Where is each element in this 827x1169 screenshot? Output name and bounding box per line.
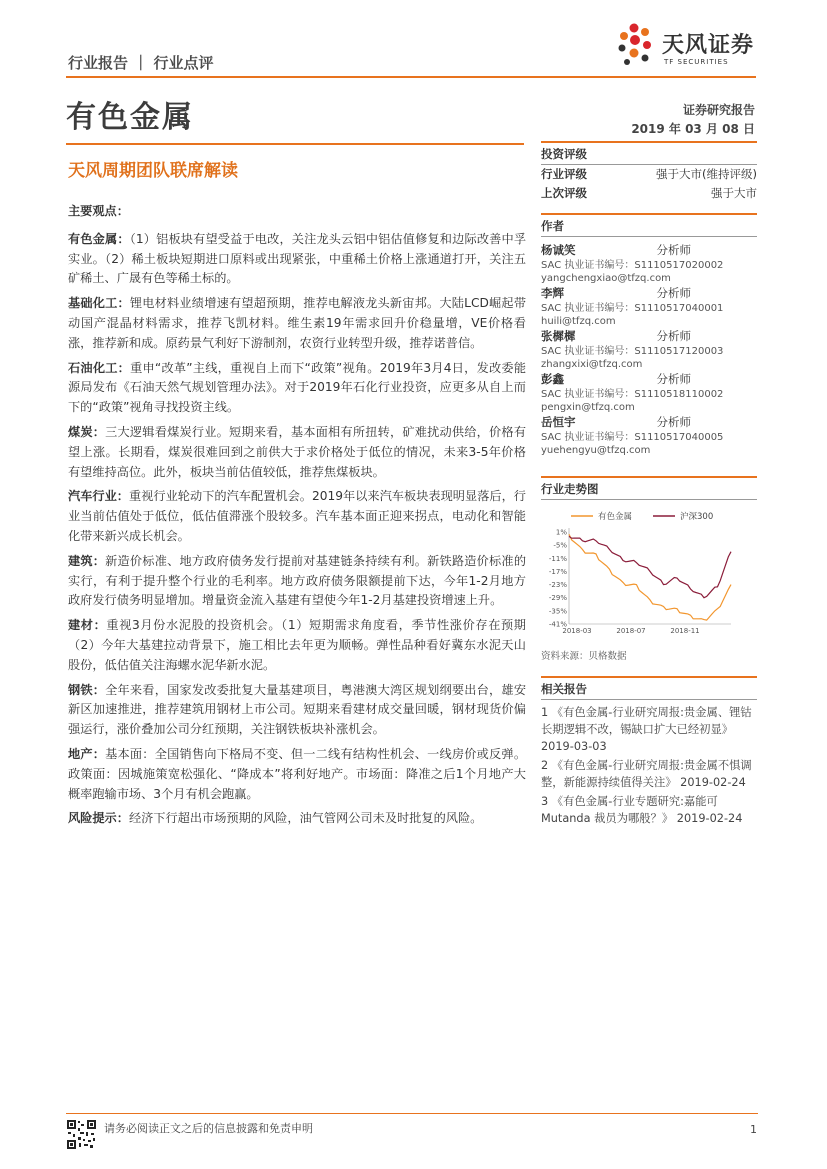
report-date: 2019 年 03 月 08 日 (631, 122, 755, 136)
related-report-item[interactable]: 3 《有色金属-行业专题研究:嘉能可 Mutanda 裁员为哪般？》 2019-02-24 (541, 795, 743, 825)
y-tick-label: -29% (548, 594, 567, 603)
paragraph-real-estate: 地产：基本面：全国销售向下格局不变、但一二线有结构性机会、一线房价或反弹。政策面：因城施策宽松强化、“降成本”将利好地产。市场面：降准之后1个月地产大概率跑输市场、3个月有机会跑赢。 (68, 746, 527, 801)
authors-heading: 作者 (541, 213, 757, 237)
related-report-item[interactable]: 2 《有色金属-行业研究周报:贵金属不惧调整，新能源持续值得关注》 2019-02-24 (541, 759, 752, 789)
paragraph-nonferrous: 有色金属：（1）铝板块有望受益于电改，关注龙头云铝中铝估值修复和边际改善中孚实业。（2）稀土板块短期进口原料或出现紧张，中重稀土价格上涨通道打开，关注五矿稀土、广晟有色等稀土标的。 (68, 231, 527, 286)
paragraph-construction: 建筑：新造价标准、地方政府债务发行提前对基建链条持续有利。新铁路造价标准的实行，有利于提升整个行业的毛利率。地方政府债务限额提前下达，今年1-2月地方政府发行债务明显增加。增量资金流入基建有望使今年1-2月基建投资增速上升。 (68, 553, 527, 608)
logo-text: 天风证券 (662, 33, 755, 58)
x-tick-label: 2018-07 (616, 627, 646, 635)
logo-mark-icon (612, 22, 662, 70)
paragraph-risk: 风险提示：经济下行超出市场预期的风险，油气管网公司未及时批复的风险。 (68, 811, 483, 826)
company-logo (612, 22, 758, 70)
report-type: 证券研究报告 (682, 103, 755, 117)
footer-disclaimer: 请务必阅读正文之后的信息披露和免责申明 (104, 1122, 313, 1135)
y-tick-label: -35% (548, 607, 567, 616)
trend-heading: 行业走势图 (541, 476, 757, 500)
paragraph-chemicals: 基础化工：锂电材料业绩增速有望超预期，推荐电解液龙头新宙邦。大陆LCD崛起带动国产混晶材料需求，推荐飞凯材料。维生素19年需求回升价稳量增，VE价格看涨，推荐新和成。原药景气利好下游制剂，农资行业转型升级，推荐诺普信。 (68, 296, 527, 350)
report-subtitle: 天风周期团队联席解读 (68, 161, 238, 181)
legend-label: 沪深300 (680, 512, 714, 522)
y-tick-label: -11% (548, 554, 567, 563)
paragraph-coal: 煤炭：三大逻辑看煤炭行业。短期来看，基本面相有所扭转，矿难扰动供给，价格有望上涨。长期看，煤炭很难回到之前供大于求价格处于低位的情况，未来3-5年价格有望维持高位。此外，板块当前估值较低，推荐焦煤板块。 (68, 424, 527, 479)
author-email[interactable]: pengxin@tfzq.com (541, 402, 635, 413)
legend-label: 有色金属 (598, 512, 633, 522)
y-tick-label: 1% (555, 528, 567, 537)
author-item: 彭鑫 分析师 SAC 执业证书编号：S1110518110002 pengxin@tfzq.com (541, 371, 757, 414)
trend-section (541, 476, 757, 662)
x-tick-label: 2018-03 (562, 627, 592, 635)
chart-source: 资料来源：贝格数据 (541, 651, 627, 662)
y-tick-label: -5% (553, 541, 567, 550)
author-item: 岳恒宇 分析师 SAC 执业证书编号：S1110517040005 yuehengyu@tfzq.com (541, 414, 757, 457)
rating-heading: 投资评级 (541, 141, 757, 165)
trend-chart (541, 506, 757, 646)
author-item: 李辉 分析师 SAC 执业证书编号：S1110517040001 huili@tfzq.com (541, 285, 757, 328)
qr-code-icon (66, 1119, 97, 1150)
rating-row: 上次评级 强于大市 (541, 186, 757, 200)
main-content (68, 202, 526, 834)
rating-row: 行业评级 强于大市(维持评级) (541, 167, 757, 181)
author-email[interactable]: zhangxixi@tfzq.com (541, 359, 643, 370)
rating-section (541, 141, 757, 203)
page-title: 有色金属 (66, 100, 194, 135)
paragraph-building-materials: 建材：重视3月份水泥股的投资机会。（1）短期需求角度看，季节性涨价存在预期（2）今年大基建拉动背景下，施工相比去年更为顺畅。弹性品种看好冀东水泥天山股份，低估值关注海螺水泥华新水泥。 (68, 618, 526, 672)
authors-section (541, 213, 757, 457)
footer-divider (66, 1113, 758, 1114)
y-tick-label: -23% (548, 581, 567, 590)
author-item: 杨诚笑 分析师 SAC 执业证书编号：S1110517020002 yangchengxiao@tfzq.com (541, 242, 757, 285)
author-email[interactable]: yuehengyu@tfzq.com (541, 445, 651, 456)
main-heading: 主要观点： (68, 204, 129, 218)
header-divider (66, 76, 756, 78)
author-email[interactable]: huili@tfzq.com (541, 316, 616, 327)
paragraph-petrochemicals: 石油化工：重申“改革”主线，重视自上而下“政策”视角。2019年3月4日，发改委能源局发布《石油天然气规划管理办法》。对于2019年石化行业投资，应更多从自上而下的“政策”视角寻找投资主线。 (68, 360, 527, 415)
author-email[interactable]: yangchengxiao@tfzq.com (541, 273, 671, 284)
y-tick-label: -17% (548, 567, 567, 576)
y-tick-label: -41% (548, 620, 567, 629)
related-report-item[interactable]: 1 《有色金属-行业研究周报:贵金属、锂钴长期逻辑不改，锡缺口扩大已经初显》 2019-03-03 (541, 706, 752, 753)
series-line (569, 534, 731, 620)
report-category: 行业报告 ｜ 行业点评 (68, 54, 214, 72)
x-tick-label: 2018-11 (670, 627, 700, 635)
paragraph-auto: 汽车行业：重视行业轮动下的汽车配置机会。2019年以来汽车板块表现明显落后，行业当前估值处于低位，低估值滞涨个股较多。汽车基本面正迎来拐点，电动化和智能化带来新兴成长机会。 (68, 489, 526, 543)
page-number: 1 (750, 1123, 757, 1136)
title-divider (66, 143, 524, 145)
related-section (541, 676, 757, 829)
logo-subtext: TF SECURITIES (664, 58, 729, 66)
author-item: 张樨樨 分析师 SAC 执业证书编号：S1110517120003 zhangxixi@tfzq.com (541, 328, 757, 371)
series-line (569, 536, 731, 597)
related-heading: 相关报告 (541, 676, 757, 700)
paragraph-steel: 钢铁：全年来看，国家发改委批复大量基建项目，粤港澳大湾区规划纲要出台，雄安新区加速推进，推荐建筑用钢材上市公司。短期来看建材成交量回暖，钢材现货价偏强运行，涨价叠加公司分红预期，关注钢铁板块补涨机会。 (68, 682, 527, 737)
